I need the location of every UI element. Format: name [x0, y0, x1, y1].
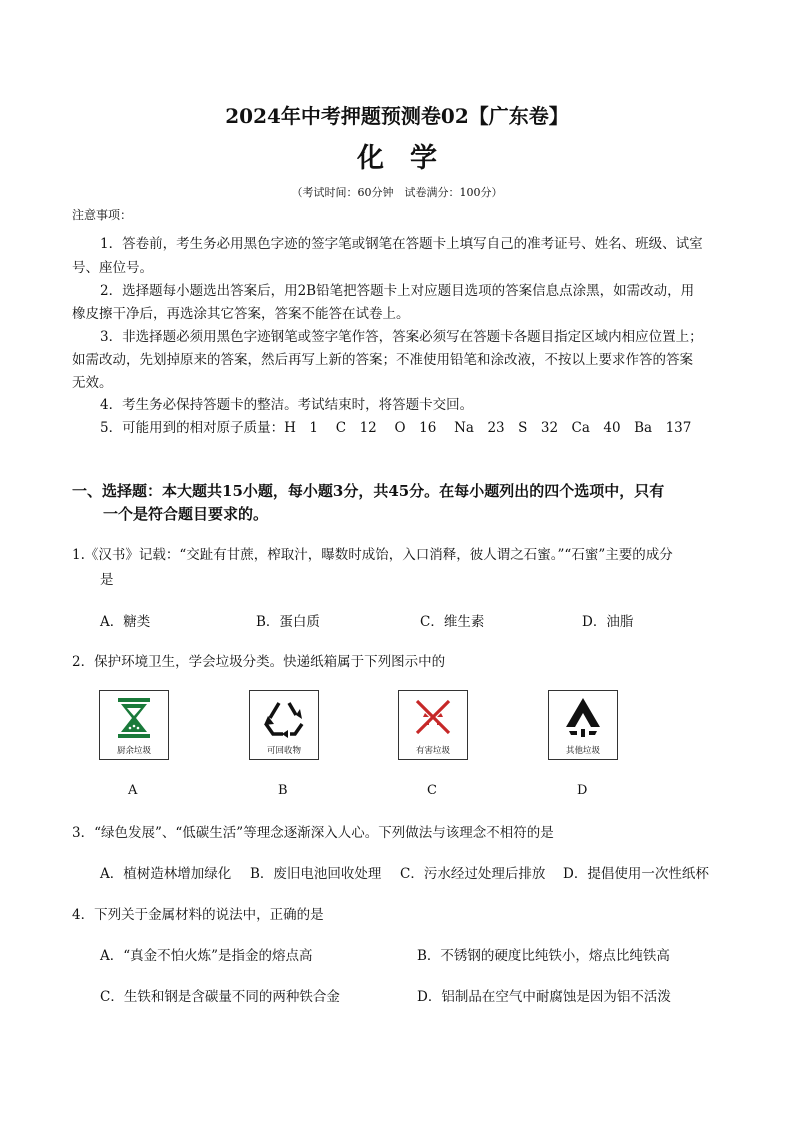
question-1-stem: 1.《汉书》记载：“交趾有甘蔗，榨取汁，曝数时成饴，入口消释，彼人谓之石蜜。”“石蜜”主要的成分: [72, 547, 673, 563]
q3-option-b: B．废旧电池回收处理: [250, 866, 382, 882]
q3-option-a: A．植树造林增加绿化: [100, 866, 232, 882]
section-heading: 一、选择题：本大题共15小题，每小题3分，共45分。在每小题列出的四个选项中，只有: [72, 482, 665, 500]
image-letter-c: C: [427, 783, 437, 798]
image-caption: 其他垃圾: [565, 746, 600, 756]
image-caption: 可回收物: [266, 746, 301, 756]
note-line: 如需改动，先划掉原来的答案，然后再写上新的答案；不准使用铅笔和涂改液，不按以上要求作答的答案: [72, 352, 693, 368]
note-line: 橡皮擦干净后，再选涂其它答案，答案不能答在试卷上。: [72, 306, 410, 322]
q4-option-d: D．铝制品在空气中耐腐蚀是因为铝不活泼: [417, 989, 671, 1005]
image-letter-a: A: [128, 783, 138, 798]
exam-title: 2024年中考押题预测卷02【广东卷】: [225, 104, 569, 128]
image-letter-b: B: [278, 783, 288, 798]
option-d-image: [548, 690, 618, 760]
q4-option-b: B．不锈钢的硬度比纯铁小，熔点比纯铁高: [417, 948, 670, 964]
note-line: 号、座位号。: [72, 260, 153, 276]
question-2-stem: 2．保护环境卫生，学会垃圾分类。快递纸箱属于下列图示中的: [72, 654, 446, 670]
note-line: 3．非选择题必须用黑色字迹钢笔或签字笔作答，答案必须写在答题卡各题目指定区域内相应位置上；: [100, 329, 703, 345]
option-c-image: [398, 690, 468, 760]
subject-title: 化学: [357, 143, 463, 174]
section-heading-cont: 一个是符合题目要求的。: [103, 505, 269, 523]
q3-option-d: D．提倡使用一次性纸杯: [563, 866, 709, 882]
q4-option-c: C．生铁和钢是含碳量不同的两种铁合金: [100, 989, 340, 1005]
image-caption: 有害垃圾: [415, 746, 450, 756]
q3-option-c: C．污水经过处理后排放: [400, 866, 546, 882]
notes-heading: 注意事项：: [72, 208, 133, 222]
note-line: 无效。: [72, 375, 113, 391]
q1-option-d: D．油脂: [582, 614, 634, 630]
image-caption: 厨余垃圾: [116, 746, 151, 756]
question-1-stem-cont: 是: [100, 572, 114, 588]
question-4-stem: 4．下列关于金属材料的说法中，正确的是: [72, 907, 324, 923]
q1-option-b: B．蛋白质: [256, 614, 320, 630]
question-3-stem: 3．“绿色发展”、“低碳生活”等理念逐渐深入人心。下列做法与该理念不相符的是: [72, 825, 554, 841]
option-b-image: [249, 690, 319, 760]
note-line: 4．考生务必保持答题卡的整洁。考试结束时，将答题卡交回。: [100, 397, 474, 413]
exam-info: （考试时间：60分钟 试卷满分：100分）: [291, 186, 503, 199]
note-line: 1．答卷前，考生务必用黑色字迹的签字笔或钢笔在答题卡上填写自己的准考证号、姓名、班级、试室: [100, 236, 703, 252]
option-a-image: [99, 690, 169, 760]
q1-option-c: C．维生素: [420, 614, 485, 630]
note-line: 5．可能用到的相对原子质量：H 1 C 12 O 16 Na 23 S 32 Ca 40 Ba 137: [100, 420, 692, 436]
q4-option-a: A．“真金不怕火炼”是指金的熔点高: [100, 948, 313, 964]
q1-option-a: A．糖类: [100, 614, 151, 630]
image-letter-d: D: [577, 783, 588, 798]
note-line: 2．选择题每小题选出答案后，用2B铅笔把答题卡上对应题目选项的答案信息点涂黑，如需改动，用: [100, 283, 695, 299]
